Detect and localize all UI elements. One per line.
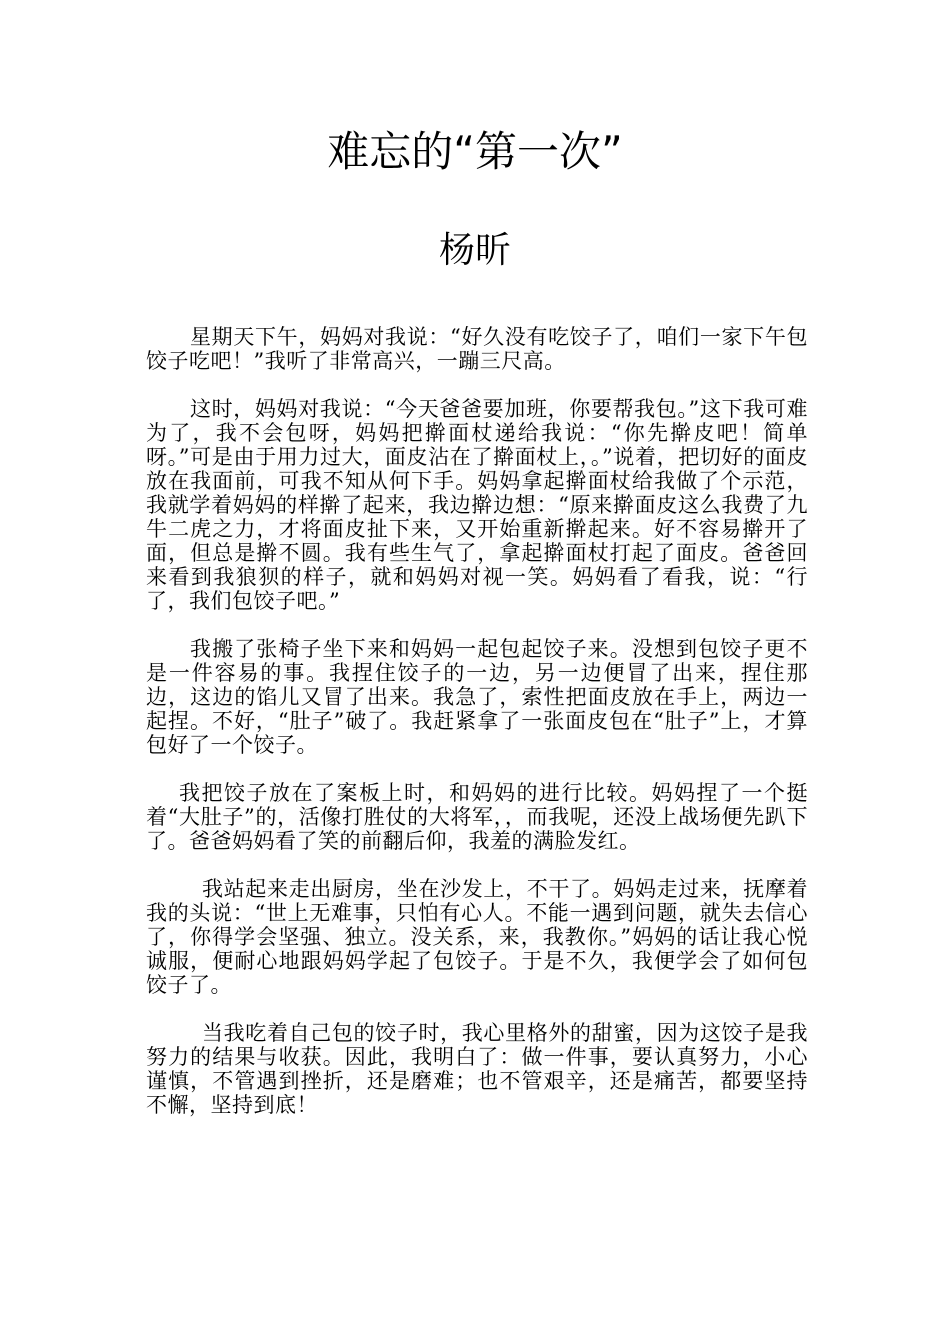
article-body: [146, 325, 808, 1141]
paragraph-1: 星期天下午，妈妈对我说：“好久没有吃饺子了，咱们一家下午包饺子吃吧！”我听了非常高兴，一蹦三尺高。: [146, 325, 808, 373]
author-name: 杨昕: [438, 230, 511, 271]
document-title: 难忘的“第一次”: [327, 127, 623, 176]
paragraph-5: 我站起来走出厨房，坐在沙发上，不干了。妈妈走过来，抚摩着我的头说：“世上无难事，只怕有心人。不能一遇到问题，就失去信心了，你得学会坚强、独立。没关系，来，我教你。”妈妈的话让我心悦诚服，便耐心地跟妈妈学起了包饺子。于是不久，我便学会了如何包饺子了。: [146, 877, 808, 997]
paragraph-3: 我搬了张椅子坐下来和妈妈一起包起饺子来。没想到包饺子更不是一件容易的事。我捏住饺子的一边，另一边便冒了出来，捏住那边，这边的馅儿又冒了出来。我急了，索性把面皮放在手上，两边一起捏。不好，“肚子”破了。我赶紧拿了一张面皮包在“肚子”上，才算包好了一个饺子。: [146, 637, 808, 757]
paragraph-4: 我把饺子放在了案板上时，和妈妈的进行比较。妈妈捏了一个挺着“大肚子”的，活像打胜仗的大将军，，而我呢，还没上战场便先趴下了。爸爸妈妈看了笑的前翻后仰，我羞的满脸发红。: [146, 781, 808, 853]
paragraph-2: 这时，妈妈对我说：“今天爸爸要加班，你要帮我包。”这下我可难为了，我不会包呀，妈妈把擀面杖递给我说：“你先擀皮吧！简单呀。”可是由于用力过大，面皮沾在了擀面杖上，。”说着，把切好的面皮放在我面前，可我不知从何下手。妈妈拿起擀面杖给我做了个示范，我就学着妈妈的样擀了起来，我边擀边想：“原来擀面皮这么我费了九牛二虎之力，才将面皮扯下来，又开始重新擀起来。好不容易擀开了面，但总是擀不圆。我有些生气了，拿起擀面杖打起了面皮。爸爸回来看到我狼狈的样子，就和妈妈对视一笑。妈妈看了看我，说：“行了，我们包饺子吧。”: [146, 397, 808, 613]
paragraph-6: 当我吃着自己包的饺子时，我心里格外的甜蜜，因为这饺子是我努力的结果与收获。因此，我明白了：做一件事，要认真努力，小心谨慎，不管遇到挫折，还是磨难；也不管艰辛，还是痛苦，都要坚持不懈，坚持到底！: [146, 1021, 808, 1117]
